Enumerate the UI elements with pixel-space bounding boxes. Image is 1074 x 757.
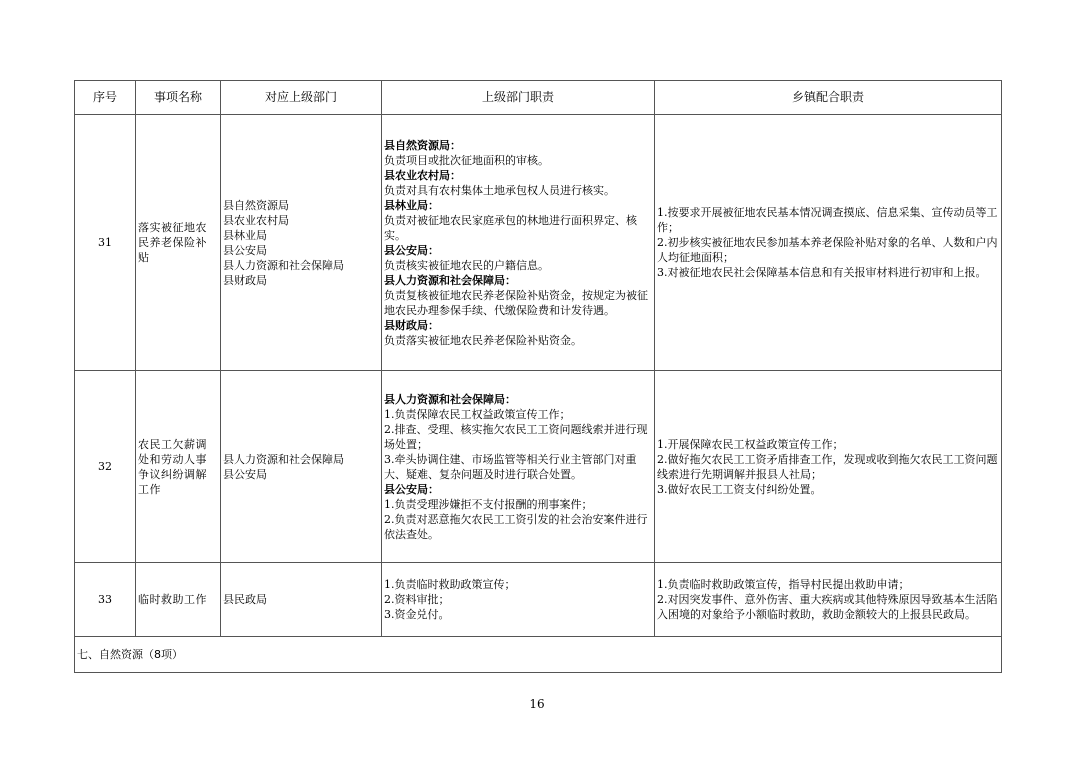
row-depts bbox=[221, 115, 382, 371]
row-town-duties bbox=[655, 115, 1002, 371]
duty-heading: 县财政局： bbox=[384, 318, 439, 332]
row-item-name: 农民工欠薪调处和劳动人事争议纠纷调解工作 bbox=[136, 371, 221, 563]
duty-line: 2.排查、受理、核实拖欠农民工工资问题线索并进行现场处置； bbox=[384, 422, 648, 451]
table-row bbox=[75, 115, 1002, 371]
dept-item: 县农业农村局 bbox=[223, 213, 289, 227]
duty-heading: 县自然资源局： bbox=[384, 138, 461, 152]
row-town-duties bbox=[655, 371, 1002, 563]
dept-item: 县公安局 bbox=[223, 243, 267, 257]
dept-item: 县林业局 bbox=[223, 228, 267, 242]
town-line: 1.负责临时救助政策宣传，指导村民提出救助申请； bbox=[657, 578, 910, 591]
duty-line: 1.负责受理涉嫌拒不支付报酬的刑事案件； bbox=[384, 497, 593, 511]
duty-line: 2.资料审批； bbox=[384, 593, 450, 606]
town-line: 2.做好拖欠农民工工资矛盾排查工作，发现或收到拖欠农民工工资问题线索进行先期调解并报县人社局； bbox=[657, 452, 998, 481]
town-line: 2.对因突发事件、意外伤害、重大疾病或其他特殊原因导致基本生活陷入困境的对象给予小额临时救助，救助金额较大的上报县民政局。 bbox=[657, 593, 998, 621]
row-duties bbox=[382, 563, 655, 637]
table-row bbox=[75, 563, 1002, 637]
row-duties bbox=[382, 371, 655, 563]
duty-heading: 县林业局： bbox=[384, 198, 439, 212]
header-upper-duties: 上级部门职责 bbox=[382, 81, 655, 115]
duty-line: 负责对被征地农民家庭承包的林地进行面积界定、核实。 bbox=[384, 213, 637, 242]
header-town-duties: 乡镇配合职责 bbox=[655, 81, 1002, 115]
responsibility-table bbox=[74, 80, 1002, 673]
duty-line: 负责对具有农村集体土地承包权人员进行核实。 bbox=[384, 183, 615, 197]
duty-line: 负责项目或批次征地面积的审核。 bbox=[384, 153, 549, 167]
section-title: 七、自然资源（8项） bbox=[75, 637, 1002, 673]
row-duties bbox=[382, 115, 655, 371]
duty-line: 3.牵头协调住建、市场监管等相关行业主管部门对重大、疑难、复杂问题及时进行联合处置。 bbox=[384, 452, 637, 481]
town-line: 1.开展保障农民工权益政策宣传工作； bbox=[657, 437, 844, 451]
duty-heading: 县公安局： bbox=[384, 243, 439, 257]
row-no: 33 bbox=[75, 563, 136, 637]
header-upper-dept: 对应上级部门 bbox=[221, 81, 382, 115]
dept-item: 县民政局 bbox=[223, 593, 267, 606]
duty-heading: 县人力资源和社会保障局： bbox=[384, 392, 516, 406]
row-no: 31 bbox=[75, 115, 136, 371]
duty-heading: 县公安局： bbox=[384, 482, 439, 496]
table-header-row bbox=[75, 81, 1002, 115]
header-no: 序号 bbox=[75, 81, 136, 115]
row-item-name: 落实被征地农民养老保险补贴 bbox=[136, 115, 221, 371]
header-item-name: 事项名称 bbox=[136, 81, 221, 115]
dept-item: 县人力资源和社会保障局 bbox=[223, 452, 344, 466]
dept-item: 县财政局 bbox=[223, 273, 267, 287]
row-depts bbox=[221, 563, 382, 637]
dept-item: 县公安局 bbox=[223, 467, 267, 481]
duty-line: 2.负责对恶意拖欠农民工工资引发的社会治安案件进行依法查处。 bbox=[384, 512, 648, 541]
duty-line: 3.资金兑付。 bbox=[384, 608, 450, 621]
duty-line: 1.负责保障农民工权益政策宣传工作； bbox=[384, 407, 571, 421]
row-no: 32 bbox=[75, 371, 136, 563]
row-town-duties bbox=[655, 563, 1002, 637]
row-depts bbox=[221, 371, 382, 563]
section-row bbox=[75, 637, 1002, 673]
duty-line: 负责核实被征地农民的户籍信息。 bbox=[384, 258, 549, 272]
table-row bbox=[75, 371, 1002, 563]
row-item-name: 临时救助工作 bbox=[136, 563, 221, 637]
duty-heading: 县人力资源和社会保障局： bbox=[384, 273, 516, 287]
town-line: 3.对被征地农民社会保障基本信息和有关报审材料进行初审和上报。 bbox=[657, 266, 987, 279]
town-line: 2.初步核实被征地农民参加基本养老保险补贴对象的名单、人数和户内人均征地面积； bbox=[657, 236, 998, 264]
town-line: 3.做好农民工工资支付纠纷处置。 bbox=[657, 482, 822, 496]
dept-item: 县人力资源和社会保障局 bbox=[223, 258, 344, 272]
dept-item: 县自然资源局 bbox=[223, 198, 289, 212]
duty-line: 1.负责临时救助政策宣传； bbox=[384, 578, 516, 591]
town-line: 1.按要求开展被征地农民基本情况调查摸底、信息采集、宣传动员等工作； bbox=[657, 206, 998, 234]
duty-line: 负责复核被征地农民养老保险补贴资金，按规定为被征地农民办理参保手续、代缴保险费和计发待遇。 bbox=[384, 288, 648, 317]
duty-line: 负责落实被征地农民养老保险补贴资金。 bbox=[384, 333, 582, 347]
duty-heading: 县农业农村局： bbox=[384, 168, 461, 182]
page-number: 16 bbox=[529, 697, 545, 711]
